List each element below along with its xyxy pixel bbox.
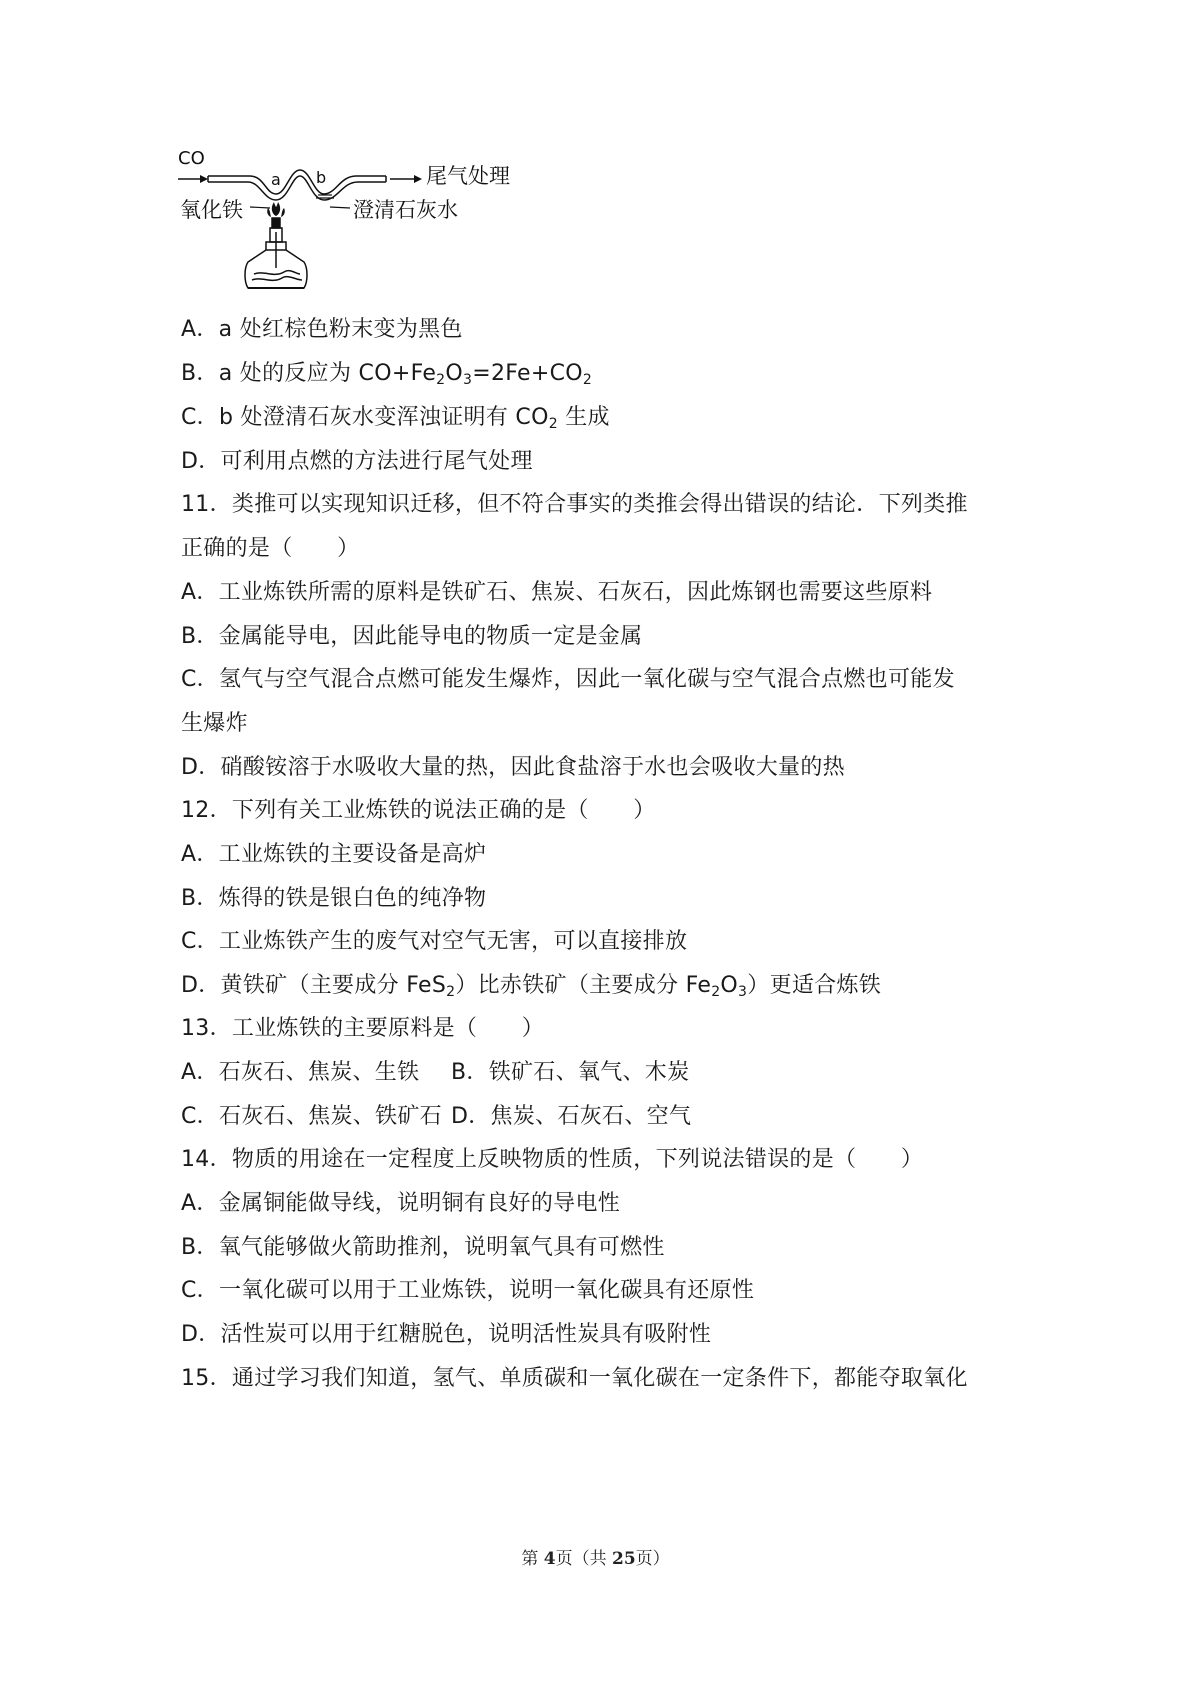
diagram-label-limewater: 澄清石灰水	[353, 198, 458, 222]
q14-option-a: A．金属铜能做导线，说明铜有良好的导电性	[181, 1191, 621, 1216]
q13-option-c: C．石灰石、焦炭、铁矿石	[181, 1104, 442, 1129]
diagram-label-iron-oxide: 氧化铁	[180, 198, 243, 222]
inlet-arrow-icon	[178, 175, 208, 183]
page-footer: 第 4页（共 25页）	[521, 1549, 670, 1569]
q13-option-a: A．石灰石、焦炭、生铁	[181, 1060, 420, 1085]
limewater-liquid	[316, 195, 334, 198]
diagram-label-b: b	[316, 168, 327, 187]
q14-option-d: D．活性炭可以用于红糖脱色，说明活性炭具有吸附性	[181, 1322, 712, 1347]
q12-option-d: D．黄铁矿（主要成分 FeS$_2$）比赤铁矿（主要成分 $Fe_2O_3$）更适合炼铁	[181, 973, 882, 1000]
q10-option-a: A．a 处红棕色粉末变为黑色	[181, 317, 463, 342]
diagram-label-co: CO	[178, 150, 205, 169]
q12-option-c: C．工业炼铁产生的废气对空气无害，可以直接排放	[181, 929, 688, 954]
q13-options-row1	[181, 1058, 1041, 1088]
q12-option-b: B．炼得的铁是银白色的纯净物	[181, 886, 487, 911]
q12-option-a: A．工业炼铁的主要设备是高炉	[181, 842, 487, 867]
q10-option-c: C．b 处澄清石灰水变浑浊证明有 $CO_2$ 生成	[181, 405, 610, 432]
q13-option-b: B．铁矿石、氧气、木炭	[451, 1060, 690, 1085]
outlet-arrow-icon	[390, 175, 422, 183]
co-reduction-apparatus-diagram	[178, 150, 538, 320]
q11-option-c-line2: 生爆炸	[181, 711, 248, 736]
total-page-count: 25	[611, 1549, 636, 1569]
glass-tube	[208, 170, 386, 200]
q11-option-b: B．金属能导电，因此能导电的物质一定是金属	[181, 624, 643, 649]
diagram-label-a: a	[271, 170, 281, 189]
diagram-label-exhaust: 尾气处理	[426, 164, 510, 188]
q10-option-d: D．可利用点燃的方法进行尾气处理	[181, 449, 533, 474]
q11-option-a: A．工业炼铁所需的原料是铁矿石、焦炭、石灰石，因此炼钢也需要这些原料	[181, 580, 933, 605]
current-page-number: 4	[543, 1549, 556, 1569]
q13-options-row2	[181, 1102, 1041, 1132]
q13-option-d: D．焦炭、石灰石、空气	[451, 1104, 692, 1129]
q10-option-b: B．a 处的反应为 $CO+Fe_2O_3=2Fe+CO_2$	[181, 361, 593, 388]
q11-option-d: D．硝酸铵溶于水吸收大量的热，因此食盐溶于水也会吸收大量的热	[181, 755, 845, 780]
q12-stem: 12．下列有关工业炼铁的说法正确的是（ ）	[181, 798, 656, 823]
q11-stem-line2: 正确的是（ ）	[181, 536, 360, 561]
q14-stem: 14．物质的用途在一定程度上反映物质的性质，下列说法错误的是（ ）	[181, 1147, 924, 1172]
q11-stem-line1: 11．类推可以实现知识迁移，但不符合事实的类推会得出错误的结论．下列类推	[181, 492, 968, 517]
q14-option-b: B．氧气能够做火箭助推剂，说明氧气具有可燃性	[181, 1235, 665, 1260]
q11-option-c-line1: C．氢气与空气混合点燃可能发生爆炸，因此一氧化碳与空气混合点燃也可能发	[181, 667, 955, 692]
alcohol-lamp-icon	[245, 218, 307, 288]
q14-option-c: C．一氧化碳可以用于工业炼铁，说明一氧化碳具有还原性	[181, 1278, 755, 1303]
q13-stem: 13．工业炼铁的主要原料是（ ）	[181, 1016, 545, 1041]
flame-icon	[267, 202, 285, 217]
q15-stem: 15．通过学习我们知道，氢气、单质碳和一氧化碳在一定条件下，都能夺取氧化	[181, 1366, 968, 1391]
